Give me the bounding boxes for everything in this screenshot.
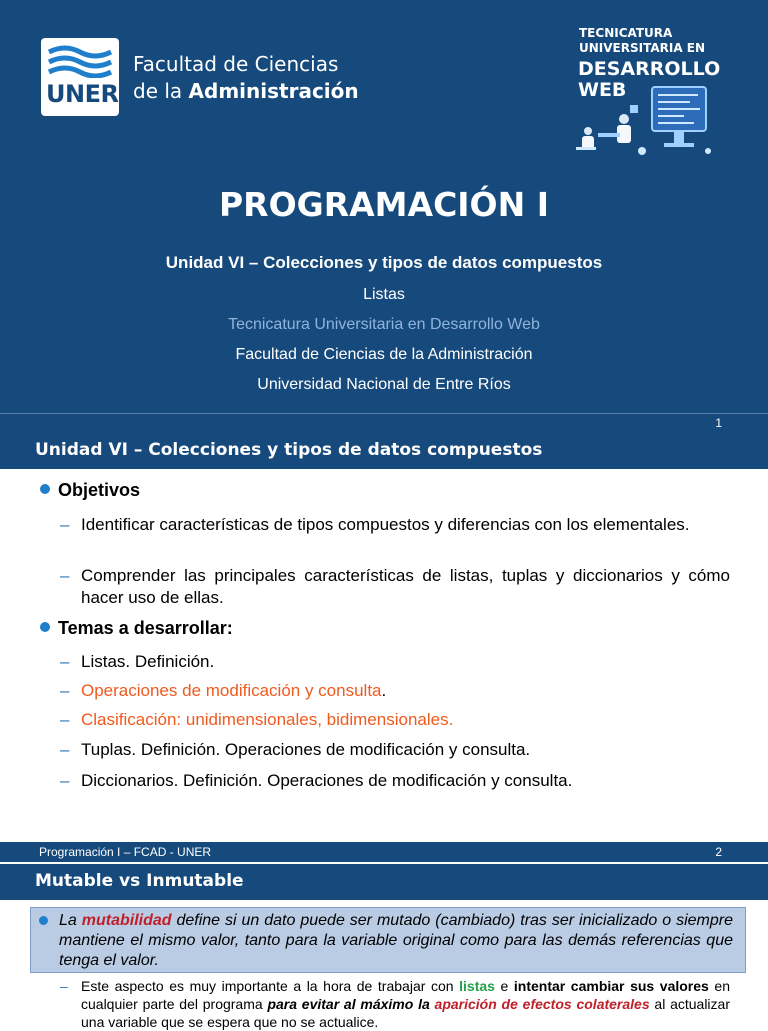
- unit-subtitle: Unidad VI – Colecciones y tipos de datos compuestos: [165, 253, 603, 272]
- slide2-header: [0, 433, 768, 469]
- dash-icon: –: [60, 740, 70, 759]
- tecnicatura-badge-small: TECNICATURA UNIVERSITARIA EN: [579, 26, 706, 55]
- tecnicatura-badge-big: DESARROLLO WEB: [578, 58, 721, 101]
- slide-title: Unidad VI – Colecciones y tipos de datos compuestos: [35, 440, 543, 460]
- objective-item: – Identificar características de tipos compuestos y diferencias con los elementales.: [60, 515, 690, 534]
- bullet-dot-icon: [40, 622, 50, 632]
- footer-course: Programación I – FCAD - UNER: [39, 845, 212, 859]
- dash-icon: –: [60, 710, 70, 729]
- faculty-logo-line2: de la Administración: [133, 79, 359, 103]
- presentation-title: PROGRAMACIÓN I: [219, 185, 549, 224]
- slide-title: Mutable vs Inmutable: [35, 871, 244, 891]
- uner-logo-word: UNER: [46, 80, 119, 108]
- topic-item: – Clasificación: unidimensionales, bidimensionales.: [60, 710, 454, 729]
- title-slide: [0, 0, 768, 413]
- uner-waves-logo-icon: [47, 44, 113, 78]
- developer-illustration-icon: [570, 85, 720, 160]
- dash-icon: –: [60, 652, 70, 671]
- topic-item: – Listas. Definición.: [60, 652, 215, 671]
- slide-number: 2: [715, 845, 722, 859]
- mutability-note: – Este aspecto es muy importante a la hora de trabajar con listas e intentar cambiar sus valores en cualquier parte del programa para evitar al máximo la aparición de efectos colaterales al actualizar una variable que se espera que no se actualice.: [60, 978, 730, 1030]
- topics-bullet: Temas a desarrollar:: [40, 618, 233, 639]
- dash-icon: –: [60, 515, 70, 534]
- dash-icon: –: [60, 566, 70, 585]
- slide1-footer: [0, 413, 768, 433]
- slide-number: 1: [715, 416, 722, 430]
- university-name: Universidad Nacional de Entre Ríos: [257, 376, 511, 393]
- faculty-name: Facultad de Ciencias de la Administración: [235, 346, 533, 363]
- definition-callout: [30, 907, 746, 973]
- callout-text: La mutabilidad define si un dato puede ser mutado (cambiado) tras ser inicializado o siempre mantiene el mismo valor, tanto para la variable original como para las demás referencias que tenga el valor.: [59, 912, 733, 969]
- topic-item: – Tuplas. Definición. Operaciones de modificación y consulta.: [60, 740, 531, 759]
- bullet-dot-icon: [40, 484, 50, 494]
- topic-subtitle: Listas: [363, 286, 405, 303]
- slide3-header: [0, 864, 768, 900]
- program-name: Tecnicatura Universitaria en Desarrollo Web: [228, 316, 540, 333]
- objective-item: – Comprender las principales características de listas, tuplas y diccionarios y cómo hacer uso de ellas.: [60, 566, 730, 607]
- topic-item: – Operaciones de modificación y consulta.: [60, 681, 387, 700]
- objectives-bullet: Objetivos: [40, 480, 140, 501]
- topic-item: – Diccionarios. Definición. Operaciones de modificación y consulta.: [60, 771, 573, 790]
- uner-logo: [41, 38, 119, 116]
- dash-icon: –: [60, 681, 70, 700]
- dash-icon: –: [60, 978, 68, 994]
- faculty-logo-line1: Facultad de Ciencias: [133, 52, 339, 76]
- bullet-dot-icon: [39, 916, 48, 925]
- dash-icon: –: [60, 771, 70, 790]
- slide2-footer: [0, 842, 768, 862]
